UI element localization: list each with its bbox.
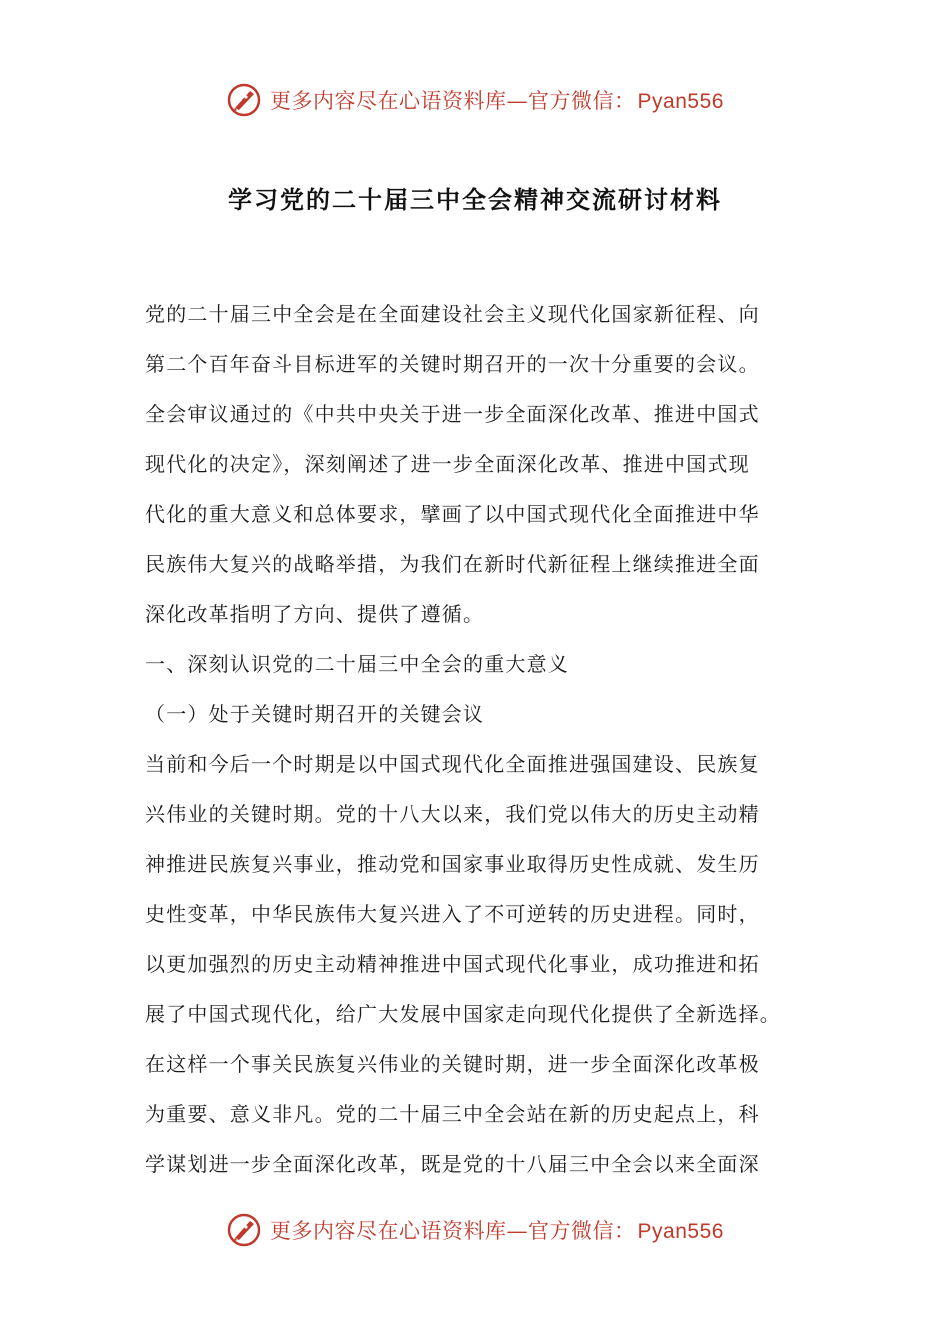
- banner-text: 更多内容尽在心语资料库—官方微信：Pyan556: [270, 1219, 724, 1243]
- text-line: 在这样一个事关民族复兴伟业的关键时期，进一步全面深化改革极: [145, 1052, 760, 1076]
- text-line: 深化改革指明了方向、提供了遵循。: [145, 602, 485, 626]
- footer-banner: [0, 1208, 950, 1252]
- text-line: 史性变革，中华民族伟大复兴进入了不可逆转的历史进程。同时，: [145, 902, 760, 926]
- text-line: 民族伟大复兴的战略举措，为我们在新时代新征程上继续推进全面: [145, 552, 760, 576]
- document-body: [145, 289, 810, 1189]
- section-heading: 一、深刻认识党的二十届三中全会的重大意义: [145, 652, 569, 676]
- wechat-handle: Pyan556: [637, 1220, 724, 1243]
- text-line: 学谋划进一步全面深化改革，既是党的十八届三中全会以来全面深: [145, 1152, 760, 1176]
- pen-nib-logo-icon: [226, 82, 262, 118]
- text-line: 党的二十届三中全会是在全面建设社会主义现代化国家新征程、向: [145, 302, 760, 326]
- pen-nib-logo-icon: [226, 1212, 262, 1248]
- text-line: 展了中国式现代化，给广大发展中国家走向现代化提供了全新选择。: [145, 1002, 781, 1026]
- document-title: 学习党的二十届三中全会精神交流研讨材料: [228, 186, 722, 214]
- subsection-heading: （一）处于关键时期召开的关键会议: [145, 702, 485, 726]
- text-line: 全会审议通过的《中共中央关于进一步全面深化改革、推进中国式: [145, 402, 760, 426]
- text-line: 兴伟业的关键时期。党的十八大以来，我们党以伟大的历史主动精: [145, 802, 760, 826]
- text-line: 代化的重大意义和总体要求，擘画了以中国式现代化全面推进中华: [145, 502, 760, 526]
- wechat-handle: Pyan556: [637, 90, 724, 113]
- text-line: 当前和今后一个时期是以中国式现代化全面推进强国建设、民族复: [145, 752, 760, 776]
- text-line: 第二个百年奋斗目标进军的关键时期召开的一次十分重要的会议。: [145, 352, 760, 376]
- text-line: 神推进民族复兴事业，推动党和国家事业取得历史性成就、发生历: [145, 852, 760, 876]
- header-banner: [0, 78, 950, 122]
- text-line: 为重要、意义非凡。党的二十届三中全会站在新的历史起点上，科: [145, 1102, 760, 1126]
- text-line: 以更加强烈的历史主动精神推进中国式现代化事业，成功推进和拓: [145, 952, 760, 976]
- text-line: 现代化的决定》，深刻阐述了进一步全面深化改革、推进中国式现: [145, 452, 750, 476]
- banner-text: 更多内容尽在心语资料库—官方微信：Pyan556: [270, 89, 724, 113]
